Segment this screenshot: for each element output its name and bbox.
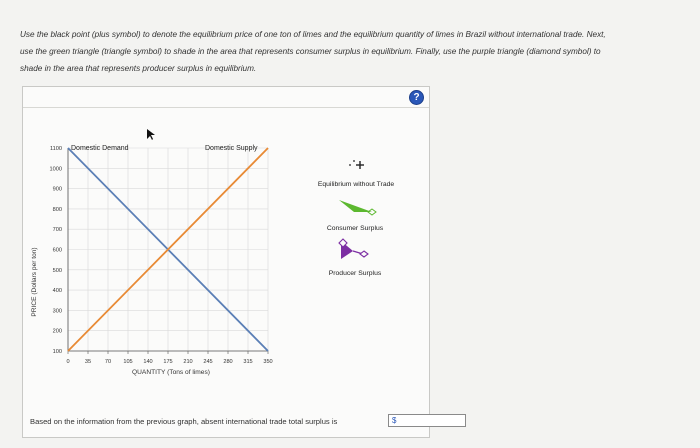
y-tick-label: 200 <box>52 328 62 335</box>
x-tick-label: 70 <box>104 359 112 365</box>
x-tick-label: 175 <box>163 359 173 365</box>
graph-panel <box>22 86 430 438</box>
plus-icon <box>356 161 364 169</box>
supply-curve-label: Domestic Supply <box>205 145 258 152</box>
diamond-handle-icon <box>360 251 368 257</box>
y-tick-label: 1000 <box>49 166 62 173</box>
y-tick-label: 300 <box>52 308 62 315</box>
producer-surplus-label: Producer Surplus <box>328 270 382 277</box>
question-text: Based on the information from the previous graph, absent international trade total surplus is <box>30 417 338 426</box>
graph-svg[interactable] <box>23 87 429 437</box>
x-tick-label: 35 <box>84 359 92 365</box>
x-tick-label: 140 <box>143 359 153 365</box>
equilibrium-tool[interactable] <box>318 160 395 188</box>
equilibrium-tool-label: Equilibrium without Trade <box>317 181 395 188</box>
y-tick-label: 100 <box>52 349 62 355</box>
x-tick-label: 280 <box>223 359 233 365</box>
y-tick-label: 1100 <box>49 146 62 152</box>
y-tick-label: 400 <box>52 288 62 295</box>
equilibrium-dot-icon <box>353 160 355 162</box>
y-tick-label: 900 <box>52 186 62 193</box>
x-tick-label: 0 <box>66 359 70 365</box>
dollar-sign: $ <box>392 416 397 425</box>
y-tick-label: 600 <box>52 247 62 254</box>
y-axis-label: PRICE (Dollars per ton) <box>31 247 38 317</box>
instructions-text: Use the black point (plus symbol) to denote the equilibrium price of one ton of limes and the equilibrium quantity of limes in Brazil without international trade. Next, use the green triangle (triangle symbol) to shade in the area that represents consumer surplus in equilibrium. Finally, use the purple triangle (diamond symbol) to shade in the area that represents producer surplus in equilibrium. <box>20 30 606 73</box>
x-tick-label: 105 <box>123 359 133 365</box>
help-icon[interactable]: ? <box>409 90 424 105</box>
total-surplus-input[interactable] <box>388 414 466 427</box>
x-tick-label: 350 <box>263 359 273 365</box>
y-tick-label: 800 <box>52 206 62 213</box>
x-axis-label: QUANTITY (Tons of limes) <box>132 369 210 376</box>
consumer-surplus-tool[interactable] <box>327 200 384 232</box>
demand-curve-label: Domestic Demand <box>71 145 129 152</box>
cursor-icon <box>147 129 155 140</box>
green-triangle-icon <box>339 200 372 212</box>
x-tick-label: 210 <box>183 359 193 365</box>
x-tick-label: 245 <box>203 359 213 365</box>
x-tick-label: 315 <box>243 359 253 365</box>
equilibrium-dot-icon <box>349 164 351 166</box>
consumer-surplus-label: Consumer Surplus <box>326 225 384 232</box>
y-tick-label: 700 <box>52 227 62 234</box>
producer-surplus-tool[interactable] <box>329 239 382 277</box>
y-tick-label: 500 <box>52 267 62 274</box>
